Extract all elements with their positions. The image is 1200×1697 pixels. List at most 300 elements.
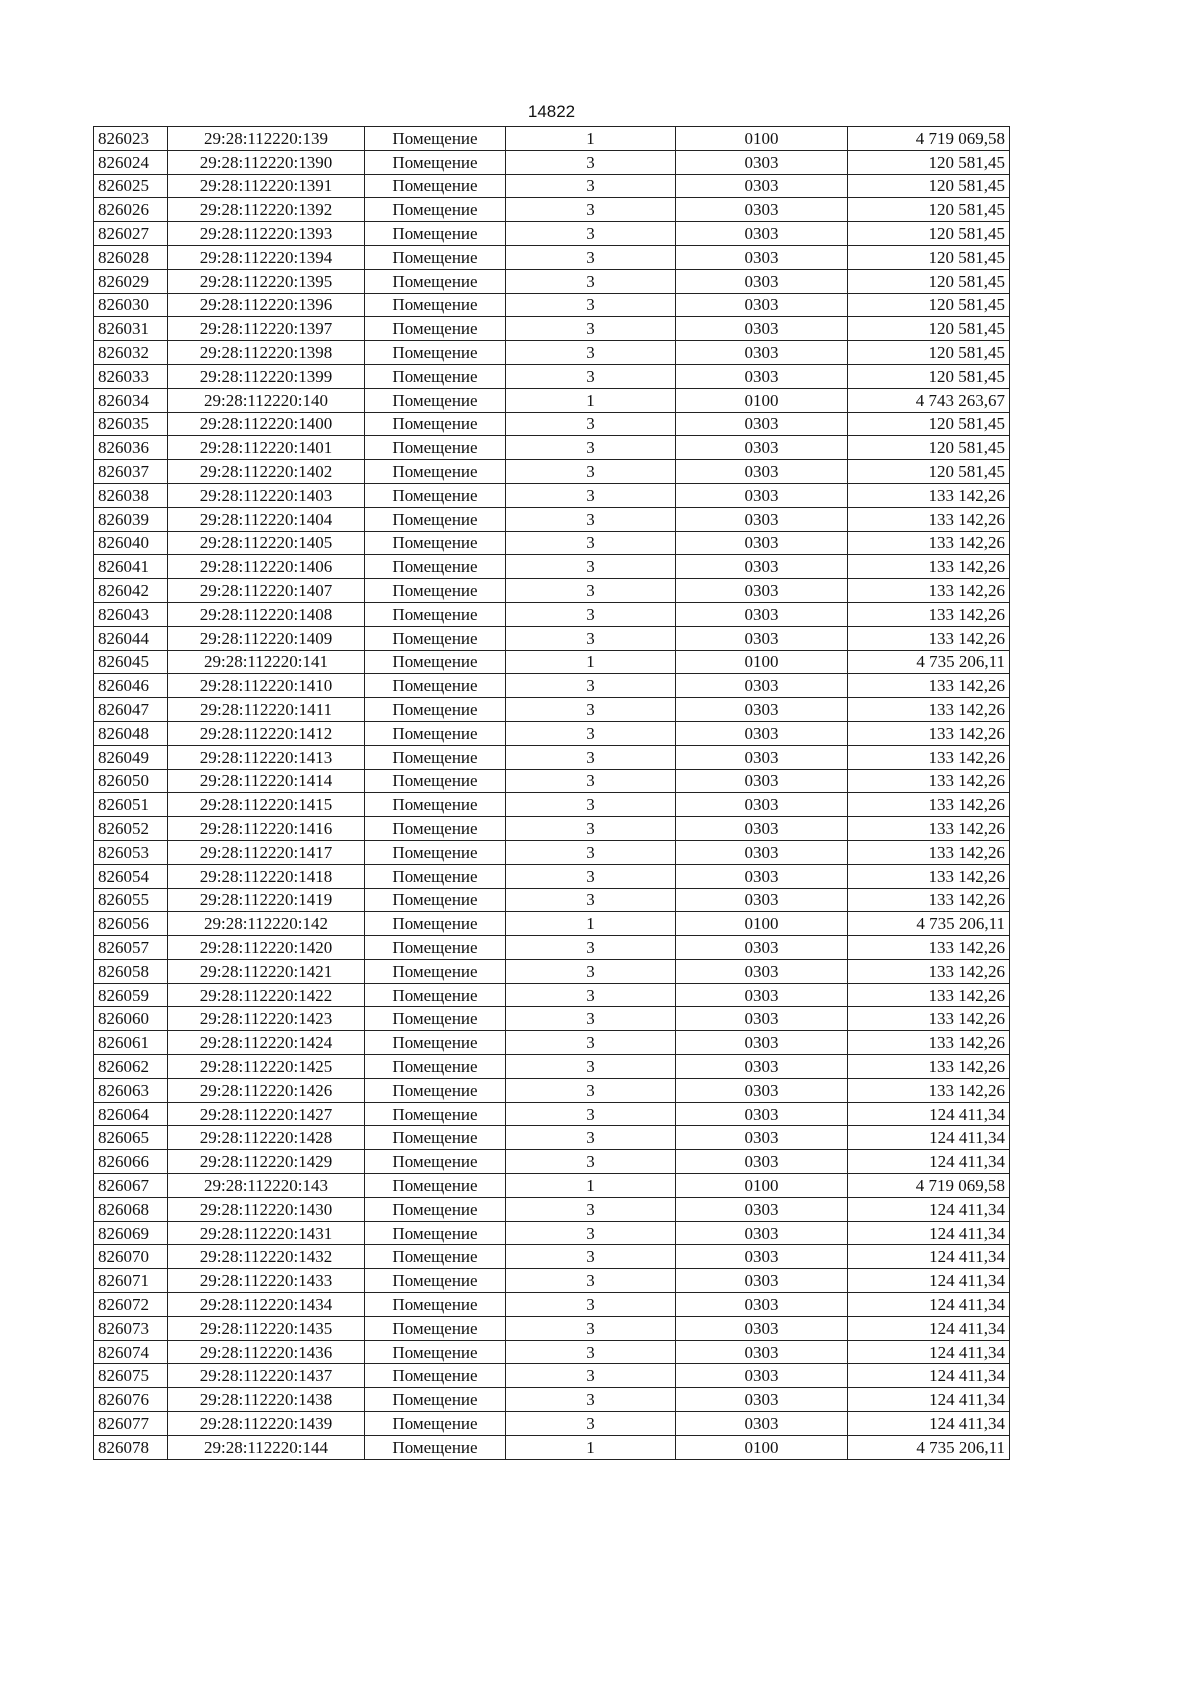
cadastral-number-cell: 29:28:112220:1438: [168, 1388, 365, 1412]
object-type-cell: Помещение: [365, 127, 506, 151]
cadastral-number-cell: 29:28:112220:1407: [168, 579, 365, 603]
object-type-cell: Помещение: [365, 317, 506, 341]
table-row: [94, 483, 1010, 507]
cadastral-value-cell: 124 411,34: [848, 1388, 1010, 1412]
cadastral-number-cell: 29:28:112220:1432: [168, 1245, 365, 1269]
table-row: [94, 721, 1010, 745]
object-type-cell: Помещение: [365, 412, 506, 436]
code-cell: 0303: [676, 412, 848, 436]
group-cell: 3: [506, 412, 676, 436]
code-cell: 0303: [676, 1126, 848, 1150]
table-row: [94, 317, 1010, 341]
table-row: [94, 1078, 1010, 1102]
cadastral-number-cell: 29:28:112220:1436: [168, 1340, 365, 1364]
object-type-cell: Помещение: [365, 698, 506, 722]
code-cell: 0303: [676, 1197, 848, 1221]
table-row: [94, 388, 1010, 412]
table-row: [94, 150, 1010, 174]
object-type-cell: Помещение: [365, 1221, 506, 1245]
row-number-cell: 826061: [94, 1031, 168, 1055]
row-number-cell: 826029: [94, 269, 168, 293]
cadastral-value-cell: 133 142,26: [848, 864, 1010, 888]
row-number-cell: 826064: [94, 1102, 168, 1126]
object-type-cell: Помещение: [365, 293, 506, 317]
table-row: [94, 745, 1010, 769]
table-row: [94, 769, 1010, 793]
group-cell: 3: [506, 579, 676, 603]
object-type-cell: Помещение: [365, 507, 506, 531]
row-number-cell: 826059: [94, 983, 168, 1007]
object-type-cell: Помещение: [365, 222, 506, 246]
object-type-cell: Помещение: [365, 579, 506, 603]
table-row: [94, 341, 1010, 365]
row-number-cell: 826043: [94, 602, 168, 626]
table-row: [94, 1197, 1010, 1221]
row-number-cell: 826072: [94, 1293, 168, 1317]
row-number-cell: 826032: [94, 341, 168, 365]
row-number-cell: 826067: [94, 1174, 168, 1198]
row-number-cell: 826040: [94, 531, 168, 555]
code-cell: 0303: [676, 1364, 848, 1388]
cadastral-value-cell: 120 581,45: [848, 174, 1010, 198]
object-type-cell: Помещение: [365, 840, 506, 864]
row-number-cell: 826023: [94, 127, 168, 151]
row-number-cell: 826024: [94, 150, 168, 174]
code-cell: 0303: [676, 983, 848, 1007]
table-row: [94, 531, 1010, 555]
object-type-cell: Помещение: [365, 1316, 506, 1340]
group-cell: 3: [506, 959, 676, 983]
cadastral-number-cell: 29:28:112220:1405: [168, 531, 365, 555]
cadastral-number-cell: 29:28:112220:1425: [168, 1055, 365, 1079]
cadastral-number-cell: 29:28:112220:1402: [168, 460, 365, 484]
code-cell: 0303: [676, 222, 848, 246]
cadastral-number-cell: 29:28:112220:1434: [168, 1293, 365, 1317]
cadastral-value-cell: 124 411,34: [848, 1269, 1010, 1293]
cadastral-value-cell: 133 142,26: [848, 983, 1010, 1007]
cadastral-number-cell: 29:28:112220:1433: [168, 1269, 365, 1293]
code-cell: 0303: [676, 317, 848, 341]
table-row: [94, 1150, 1010, 1174]
group-cell: 1: [506, 127, 676, 151]
object-type-cell: Помещение: [365, 388, 506, 412]
group-cell: 3: [506, 1007, 676, 1031]
table-row: [94, 1055, 1010, 1079]
group-cell: 3: [506, 626, 676, 650]
table-row: [94, 222, 1010, 246]
row-number-cell: 826069: [94, 1221, 168, 1245]
object-type-cell: Помещение: [365, 1388, 506, 1412]
table-row: [94, 1007, 1010, 1031]
row-number-cell: 826070: [94, 1245, 168, 1269]
code-cell: 0303: [676, 1102, 848, 1126]
cadastral-value-cell: 133 142,26: [848, 745, 1010, 769]
cadastral-number-cell: 29:28:112220:1393: [168, 222, 365, 246]
group-cell: 3: [506, 198, 676, 222]
object-type-cell: Помещение: [365, 959, 506, 983]
code-cell: 0303: [676, 507, 848, 531]
cadastral-number-cell: 29:28:112220:1398: [168, 341, 365, 365]
group-cell: 3: [506, 983, 676, 1007]
table-row: [94, 1102, 1010, 1126]
object-type-cell: Помещение: [365, 769, 506, 793]
code-cell: 0303: [676, 936, 848, 960]
object-type-cell: Помещение: [365, 555, 506, 579]
table-row: [94, 864, 1010, 888]
row-number-cell: 826056: [94, 912, 168, 936]
cadastral-value-cell: 124 411,34: [848, 1197, 1010, 1221]
group-cell: 3: [506, 364, 676, 388]
row-number-cell: 826034: [94, 388, 168, 412]
table-row: [94, 174, 1010, 198]
cadastral-value-cell: 120 581,45: [848, 364, 1010, 388]
code-cell: 0303: [676, 483, 848, 507]
cadastral-value-cell: 133 142,26: [848, 1078, 1010, 1102]
cadastral-number-cell: 29:28:112220:1416: [168, 817, 365, 841]
row-number-cell: 826027: [94, 222, 168, 246]
object-type-cell: Помещение: [365, 483, 506, 507]
cadastral-number-cell: 29:28:112220:141: [168, 650, 365, 674]
group-cell: 3: [506, 1102, 676, 1126]
table-row: [94, 1126, 1010, 1150]
group-cell: 3: [506, 1340, 676, 1364]
cadastral-value-cell: 124 411,34: [848, 1293, 1010, 1317]
cadastral-value-cell: 4 719 069,58: [848, 127, 1010, 151]
group-cell: 3: [506, 1031, 676, 1055]
row-number-cell: 826041: [94, 555, 168, 579]
cadastral-number-cell: 29:28:112220:1394: [168, 245, 365, 269]
cadastral-value-cell: 124 411,34: [848, 1316, 1010, 1340]
cadastral-number-cell: 29:28:112220:1397: [168, 317, 365, 341]
cadastral-number-cell: 29:28:112220:1399: [168, 364, 365, 388]
code-cell: 0100: [676, 1174, 848, 1198]
group-cell: 3: [506, 602, 676, 626]
cadastral-value-cell: 120 581,45: [848, 412, 1010, 436]
group-cell: 3: [506, 817, 676, 841]
row-number-cell: 826076: [94, 1388, 168, 1412]
cadastral-number-cell: 29:28:112220:1400: [168, 412, 365, 436]
cadastral-number-cell: 29:28:112220:1431: [168, 1221, 365, 1245]
cadastral-value-cell: 133 142,26: [848, 698, 1010, 722]
cadastral-value-cell: 124 411,34: [848, 1102, 1010, 1126]
table-row: [94, 198, 1010, 222]
cadastral-number-cell: 29:28:112220:1404: [168, 507, 365, 531]
code-cell: 0100: [676, 650, 848, 674]
cadastral-value-cell: 133 142,26: [848, 936, 1010, 960]
row-number-cell: 826025: [94, 174, 168, 198]
cadastral-value-cell: 120 581,45: [848, 341, 1010, 365]
cadastral-number-cell: 29:28:112220:1419: [168, 888, 365, 912]
code-cell: 0303: [676, 1150, 848, 1174]
table-row: [94, 983, 1010, 1007]
group-cell: 3: [506, 1055, 676, 1079]
table-row: [94, 293, 1010, 317]
row-number-cell: 826057: [94, 936, 168, 960]
cadastral-number-cell: 29:28:112220:1429: [168, 1150, 365, 1174]
object-type-cell: Помещение: [365, 793, 506, 817]
object-type-cell: Помещение: [365, 1174, 506, 1198]
object-type-cell: Помещение: [365, 245, 506, 269]
cadastral-number-cell: 29:28:112220:1427: [168, 1102, 365, 1126]
object-type-cell: Помещение: [365, 1435, 506, 1459]
row-number-cell: 826044: [94, 626, 168, 650]
group-cell: 3: [506, 698, 676, 722]
group-cell: 1: [506, 388, 676, 412]
row-number-cell: 826071: [94, 1269, 168, 1293]
object-type-cell: Помещение: [365, 1269, 506, 1293]
group-cell: 3: [506, 1221, 676, 1245]
row-number-cell: 826042: [94, 579, 168, 603]
table-row: [94, 127, 1010, 151]
code-cell: 0303: [676, 1412, 848, 1436]
cadastral-value-cell: 133 142,26: [848, 1055, 1010, 1079]
row-number-cell: 826046: [94, 674, 168, 698]
row-number-cell: 826078: [94, 1435, 168, 1459]
group-cell: 3: [506, 1078, 676, 1102]
object-type-cell: Помещение: [365, 460, 506, 484]
cadastral-value-cell: 133 142,26: [848, 1031, 1010, 1055]
group-cell: 3: [506, 1293, 676, 1317]
code-cell: 0303: [676, 888, 848, 912]
object-type-cell: Помещение: [365, 888, 506, 912]
code-cell: 0100: [676, 1435, 848, 1459]
group-cell: 3: [506, 936, 676, 960]
code-cell: 0303: [676, 555, 848, 579]
object-type-cell: Помещение: [365, 341, 506, 365]
group-cell: 1: [506, 912, 676, 936]
code-cell: 0303: [676, 269, 848, 293]
object-type-cell: Помещение: [365, 936, 506, 960]
group-cell: 3: [506, 793, 676, 817]
cadastral-value-cell: 120 581,45: [848, 317, 1010, 341]
cadastral-value-cell: 133 142,26: [848, 888, 1010, 912]
cadastral-value-cell: 124 411,34: [848, 1221, 1010, 1245]
group-cell: 3: [506, 317, 676, 341]
code-cell: 0303: [676, 1245, 848, 1269]
code-cell: 0303: [676, 579, 848, 603]
cadastral-number-cell: 29:28:112220:1401: [168, 436, 365, 460]
cadastral-number-cell: 29:28:112220:142: [168, 912, 365, 936]
object-type-cell: Помещение: [365, 1412, 506, 1436]
code-cell: 0303: [676, 721, 848, 745]
object-type-cell: Помещение: [365, 1055, 506, 1079]
cadastral-number-cell: 29:28:112220:1414: [168, 769, 365, 793]
cadastral-value-cell: 4 735 206,11: [848, 912, 1010, 936]
page-number: 14822: [527, 102, 576, 121]
cadastral-number-cell: 29:28:112220:1411: [168, 698, 365, 722]
row-number-cell: 826038: [94, 483, 168, 507]
cadastral-value-cell: 133 142,26: [848, 483, 1010, 507]
row-number-cell: 826031: [94, 317, 168, 341]
group-cell: 1: [506, 650, 676, 674]
row-number-cell: 826045: [94, 650, 168, 674]
cadastral-value-cell: 133 142,26: [848, 602, 1010, 626]
group-cell: 3: [506, 174, 676, 198]
cadastral-number-cell: 29:28:112220:1421: [168, 959, 365, 983]
cadastral-number-cell: 29:28:112220:1435: [168, 1316, 365, 1340]
group-cell: 3: [506, 150, 676, 174]
row-number-cell: 826063: [94, 1078, 168, 1102]
table-row: [94, 364, 1010, 388]
cadastral-number-cell: 29:28:112220:143: [168, 1174, 365, 1198]
group-cell: 3: [506, 1197, 676, 1221]
object-type-cell: Помещение: [365, 364, 506, 388]
object-type-cell: Помещение: [365, 1293, 506, 1317]
table-row: [94, 793, 1010, 817]
object-type-cell: Помещение: [365, 674, 506, 698]
code-cell: 0303: [676, 602, 848, 626]
table-row: [94, 1174, 1010, 1198]
group-cell: 3: [506, 888, 676, 912]
cadastral-number-cell: 29:28:112220:1420: [168, 936, 365, 960]
cadastral-value-cell: 133 142,26: [848, 840, 1010, 864]
code-cell: 0303: [676, 150, 848, 174]
row-number-cell: 826037: [94, 460, 168, 484]
cadastral-value-cell: 120 581,45: [848, 436, 1010, 460]
row-number-cell: 826065: [94, 1126, 168, 1150]
object-type-cell: Помещение: [365, 626, 506, 650]
group-cell: 3: [506, 721, 676, 745]
cadastral-number-cell: 29:28:112220:1396: [168, 293, 365, 317]
table-row: [94, 840, 1010, 864]
cadastral-number-cell: 29:28:112220:1418: [168, 864, 365, 888]
cadastral-number-cell: 29:28:112220:1424: [168, 1031, 365, 1055]
cadastral-value-cell: 120 581,45: [848, 460, 1010, 484]
cadastral-value-cell: 120 581,45: [848, 245, 1010, 269]
cadastral-value-cell: 133 142,26: [848, 674, 1010, 698]
row-number-cell: 826062: [94, 1055, 168, 1079]
table-row: [94, 1293, 1010, 1317]
object-type-cell: Помещение: [365, 721, 506, 745]
table-row: [94, 936, 1010, 960]
table-row: [94, 674, 1010, 698]
cadastral-number-cell: 29:28:112220:140: [168, 388, 365, 412]
cadastral-value-cell: 120 581,45: [848, 269, 1010, 293]
code-cell: 0303: [676, 174, 848, 198]
row-number-cell: 826039: [94, 507, 168, 531]
group-cell: 3: [506, 840, 676, 864]
object-type-cell: Помещение: [365, 1031, 506, 1055]
code-cell: 0303: [676, 198, 848, 222]
object-type-cell: Помещение: [365, 436, 506, 460]
group-cell: 3: [506, 1388, 676, 1412]
cadastral-value-cell: 4 735 206,11: [848, 1435, 1010, 1459]
object-type-cell: Помещение: [365, 198, 506, 222]
table-body: [94, 127, 1010, 1460]
code-cell: 0303: [676, 840, 848, 864]
code-cell: 0303: [676, 1221, 848, 1245]
table-row: [94, 436, 1010, 460]
object-type-cell: Помещение: [365, 1364, 506, 1388]
cadastral-number-cell: 29:28:112220:1430: [168, 1197, 365, 1221]
cadastral-number-cell: 29:28:112220:1403: [168, 483, 365, 507]
code-cell: 0303: [676, 626, 848, 650]
table-row: [94, 1245, 1010, 1269]
code-cell: 0303: [676, 245, 848, 269]
code-cell: 0303: [676, 959, 848, 983]
row-number-cell: 826047: [94, 698, 168, 722]
cadastral-value-cell: 133 142,26: [848, 531, 1010, 555]
group-cell: 3: [506, 555, 676, 579]
cadastral-number-cell: 29:28:112220:1437: [168, 1364, 365, 1388]
group-cell: 3: [506, 1269, 676, 1293]
code-cell: 0303: [676, 341, 848, 365]
table-row: [94, 1340, 1010, 1364]
group-cell: 3: [506, 1150, 676, 1174]
row-number-cell: 826051: [94, 793, 168, 817]
code-cell: 0303: [676, 1269, 848, 1293]
object-type-cell: Помещение: [365, 150, 506, 174]
cadastral-number-cell: 29:28:112220:1406: [168, 555, 365, 579]
object-type-cell: Помещение: [365, 1102, 506, 1126]
table-row: [94, 245, 1010, 269]
object-type-cell: Помещение: [365, 1340, 506, 1364]
cadastral-value-cell: 133 142,26: [848, 817, 1010, 841]
object-type-cell: Помещение: [365, 1150, 506, 1174]
object-type-cell: Помещение: [365, 269, 506, 293]
table-row: [94, 1269, 1010, 1293]
table-row: [94, 1388, 1010, 1412]
cadastral-value-cell: 124 411,34: [848, 1126, 1010, 1150]
cadastral-value-cell: 124 411,34: [848, 1245, 1010, 1269]
group-cell: 3: [506, 1412, 676, 1436]
cadastral-number-cell: 29:28:112220:1412: [168, 721, 365, 745]
code-cell: 0303: [676, 698, 848, 722]
code-cell: 0303: [676, 1055, 848, 1079]
cadastral-value-cell: 120 581,45: [848, 222, 1010, 246]
table-row: [94, 650, 1010, 674]
cadastral-number-cell: 29:28:112220:1422: [168, 983, 365, 1007]
table-row: [94, 269, 1010, 293]
group-cell: 3: [506, 1126, 676, 1150]
cadastral-number-cell: 29:28:112220:1417: [168, 840, 365, 864]
row-number-cell: 826048: [94, 721, 168, 745]
table-row: [94, 1031, 1010, 1055]
cadastral-value-cell: 133 142,26: [848, 626, 1010, 650]
cadastral-value-cell: 124 411,34: [848, 1412, 1010, 1436]
group-cell: 3: [506, 222, 676, 246]
object-type-cell: Помещение: [365, 1078, 506, 1102]
code-cell: 0303: [676, 460, 848, 484]
cadastral-number-cell: 29:28:112220:144: [168, 1435, 365, 1459]
code-cell: 0303: [676, 1007, 848, 1031]
cadastral-value-cell: 120 581,45: [848, 150, 1010, 174]
group-cell: 1: [506, 1435, 676, 1459]
cadastral-value-cell: 4 719 069,58: [848, 1174, 1010, 1198]
group-cell: 3: [506, 531, 676, 555]
code-cell: 0100: [676, 127, 848, 151]
code-cell: 0303: [676, 745, 848, 769]
table-row: [94, 698, 1010, 722]
group-cell: 3: [506, 436, 676, 460]
code-cell: 0303: [676, 1078, 848, 1102]
group-cell: 1: [506, 1174, 676, 1198]
row-number-cell: 826036: [94, 436, 168, 460]
object-type-cell: Помещение: [365, 1007, 506, 1031]
cadastral-number-cell: 29:28:112220:1391: [168, 174, 365, 198]
code-cell: 0303: [676, 793, 848, 817]
cadastral-value-cell: 124 411,34: [848, 1340, 1010, 1364]
code-cell: 0100: [676, 912, 848, 936]
cadastral-value-cell: 133 142,26: [848, 579, 1010, 603]
code-cell: 0303: [676, 817, 848, 841]
cadastral-value-cell: 4 735 206,11: [848, 650, 1010, 674]
cadastral-number-cell: 29:28:112220:1395: [168, 269, 365, 293]
cadastral-number-cell: 29:28:112220:1423: [168, 1007, 365, 1031]
cadastral-number-cell: 29:28:112220:1426: [168, 1078, 365, 1102]
table-row: [94, 1316, 1010, 1340]
cadastral-number-cell: 29:28:112220:1392: [168, 198, 365, 222]
